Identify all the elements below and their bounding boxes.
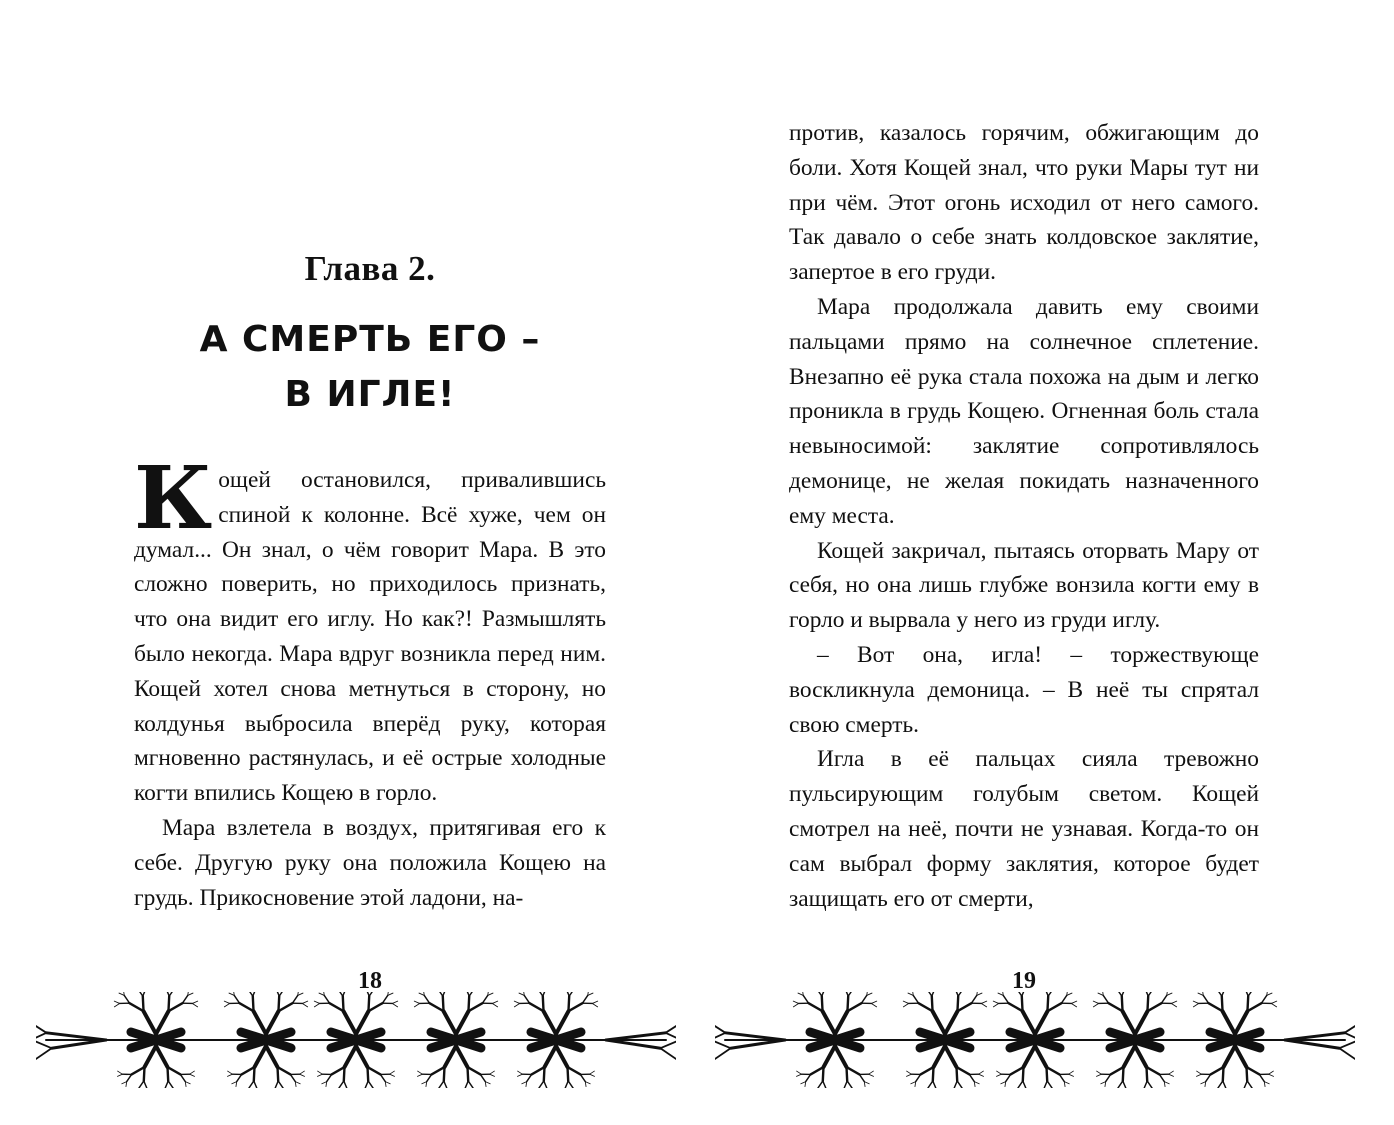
paragraph: против, казалось горячим, обжигающим до боли. Хотя Кощей знал, что руки Мары тут ни при чём. Этот огонь исходил от него самого. Так давало о себе знать колдовское заклятие, запертое в его груди.	[789, 120, 1259, 286]
right-page-text	[789, 116, 1259, 916]
paragraph: – Вот она, игла! – торжествующе воскликнула демоница. – В неё ты спрятал свою смерть.	[789, 641, 1259, 738]
drop-cap: К	[134, 448, 213, 549]
page-number-right: 19	[1012, 968, 1036, 994]
paragraph: Мара взлетела в воздух, притягивая его к себе. Другую руку она положила Кощею на грудь. Прикосновение этой ладони, на-	[134, 814, 606, 911]
left-page-text	[134, 448, 606, 915]
tree-branches-ornament-icon	[715, 992, 1355, 1088]
page-number-left: 18	[358, 968, 382, 994]
paragraph	[134, 448, 606, 811]
paragraph: Игла в её пальцах сияла тревожно пульсирующим голубым светом. Кощей смотрел на неё, почти не узнавая. Когда-то он сам выбрал форму заклятия, которое будет защищать его от смерти,	[789, 746, 1259, 912]
chapter-label: Глава 2.	[304, 249, 436, 288]
chapter-title-line-1: А СМЕРТЬ ЕГО –	[199, 319, 541, 360]
right-page	[697, 0, 1394, 1125]
tree-branches-ornament-icon	[36, 992, 676, 1088]
chapter-title	[134, 312, 606, 422]
paragraph: Мара продолжала давить ему своими пальцами прямо на солнечное сплетение. Внезапно её рука стала похожа на дым и легко проникла в грудь Кощею. Огненная боль стала невыносимой: заклятие сопротивлялось демонице, не желая покидать назначенного ему места.	[789, 293, 1259, 529]
paragraph-text: ощей остановился, привалившись спиной к колонне. Всё хуже, чем он думал... Он знал, о чём говорит Мара. В это сложно поверить, но приходилось признать, что она видит его иглу. Но как?! Размышлять было некогда. Мара вдруг возникла перед ним. Кощей хотел снова метнуться в сторону, но колдунья выбросила вперёд руку, которая мгновенно растянулась, и её острые холодные когти впились Кощею в горло.	[134, 467, 606, 807]
chapter-title-line-2: В ИГЛЕ!	[284, 374, 456, 415]
paragraph: Кощей закричал, пытаясь оторвать Мару от себя, но она лишь глубже вонзила когти ему в горло и вырвала у него из груди иглу.	[789, 537, 1259, 634]
